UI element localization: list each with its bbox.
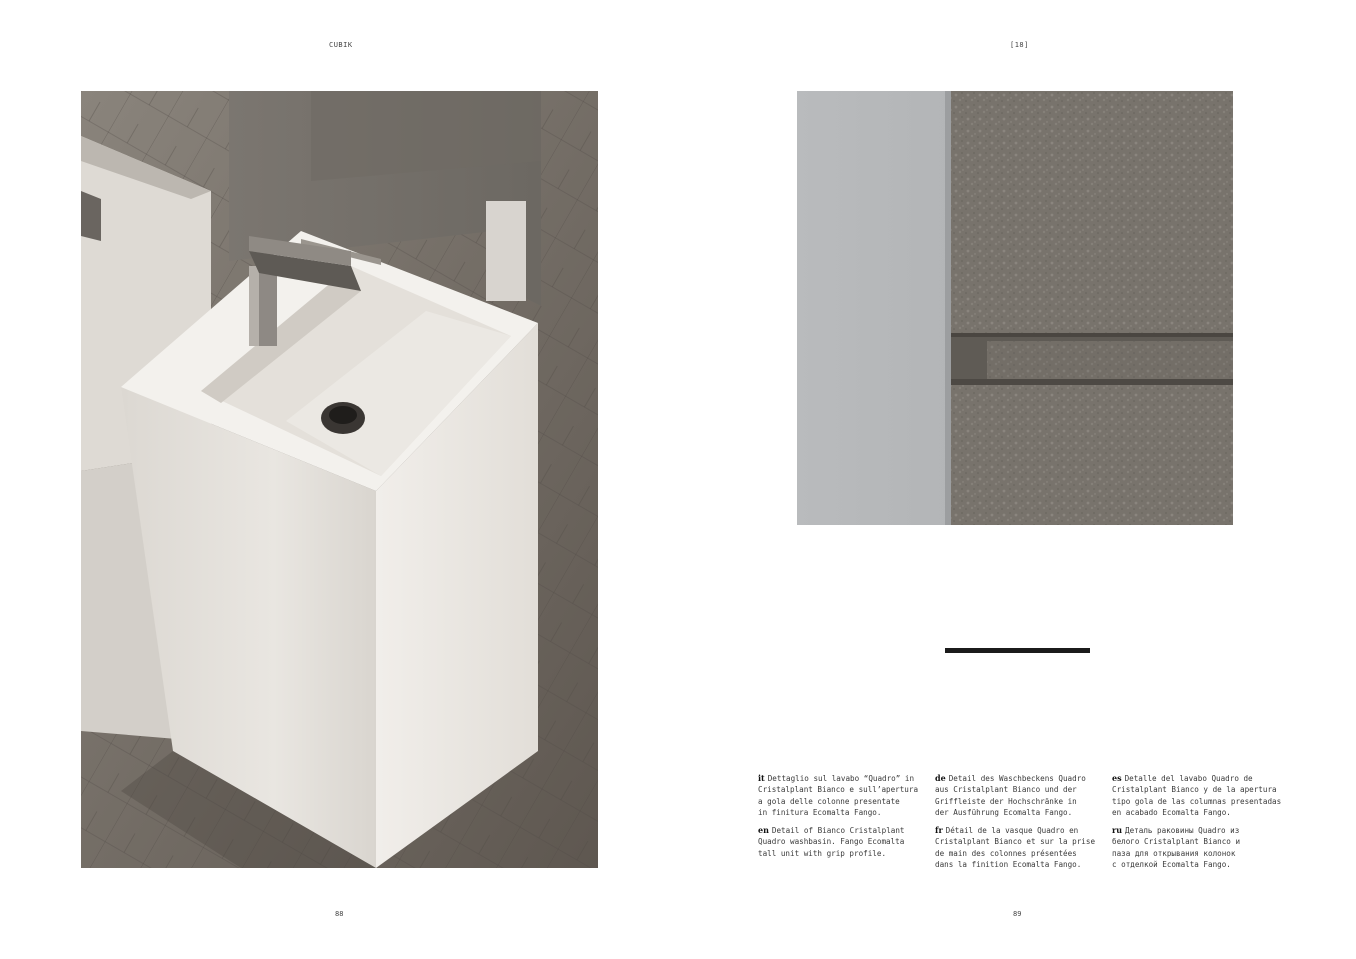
caption-it [758, 773, 930, 818]
caption-fr [935, 825, 1107, 870]
lang-code-de: de [935, 773, 946, 783]
caption-column-3 [1112, 773, 1298, 877]
caption-column-1 [758, 773, 930, 866]
lang-code-fr: fr [935, 825, 943, 836]
lang-code-es: es [1112, 773, 1122, 783]
running-head-title: CUBIK [329, 41, 353, 49]
decorative-rule [945, 648, 1090, 653]
running-head-section: [18] [1010, 41, 1029, 49]
caption-de-text: Detail des Waschbeckens Quadro aus Cristalplant Bianco und der Griffleiste der Hochschränke in der Ausführung Ecomalta Fango. [935, 774, 1086, 817]
lang-code-ru: ru [1112, 825, 1123, 836]
caption-de [935, 773, 1107, 818]
caption-es-text: Detalle del lavabo Quadro de Cristalplant Bianco y de la apertura tipo gola de las columnas presentadas en acabado Ecomalta Fango. [1112, 774, 1282, 817]
captions-block [758, 773, 1298, 883]
caption-en [758, 825, 930, 859]
page-number-right: 89 [1013, 910, 1022, 918]
caption-ru-text: Деталь раковины Quadro из белого Cristalplant Bianco и паза для открывания колонок с отделкой Ecomalta Fango. [1112, 826, 1241, 870]
page-number-left: 88 [335, 910, 344, 918]
caption-fr-text: Détail de la vasque Quadro en Cristalplant Bianco et sur la prise de main des colonnes présentées dans la finition Ecomalta Fango. [935, 826, 1096, 870]
caption-column-2 [935, 773, 1107, 877]
caption-ru [1112, 825, 1298, 870]
detail-photo [797, 91, 1233, 525]
caption-it-text: Dettaglio sul lavabo “Quadro” in Cristalplant Bianco e sull’apertura a gola delle colonne presentate in finitura Ecomalta Fango. [758, 774, 919, 817]
lang-code-it: it [758, 773, 765, 783]
caption-es [1112, 773, 1298, 818]
caption-en-text: Detail of Bianco Cristalplant Quadro washbasin. Fango Ecomalta tall unit with grip profile. [758, 826, 905, 858]
washbasin-photo [81, 91, 598, 868]
lang-code-en: en [758, 825, 769, 836]
